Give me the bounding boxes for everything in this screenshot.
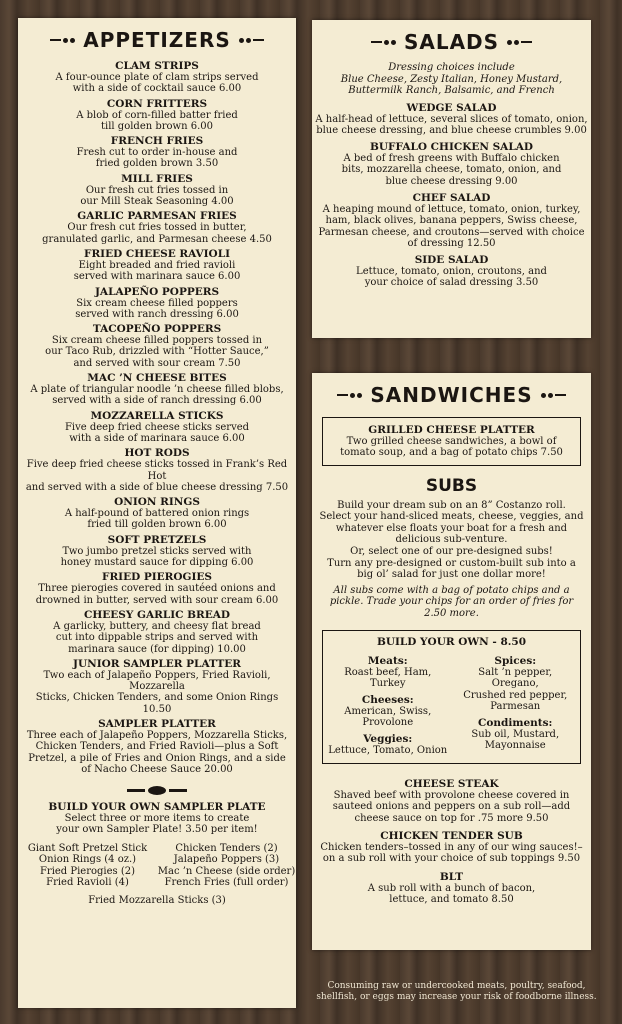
byo-columns — [327, 651, 576, 757]
item-name: SOFT PRETZELS — [107, 533, 207, 546]
item-desc: Six cream cheese filled poppers tossed in our Taco Rub, drizzled with “Hotter Sauce,” and served with sour cream 7.50 — [45, 335, 269, 369]
appetizer-list — [18, 60, 296, 775]
item-name: JUNIOR SAMPLER PLATTER — [72, 657, 241, 670]
item-name: CORN FRITTERS — [106, 97, 208, 110]
item-desc: Chicken tenders–tossed in any of our wing sauces!– on a sub roll with your choice of sub toppings 9.50 — [320, 841, 583, 865]
byo-options: Sub oil, Mustard, Mayonnaise — [471, 728, 560, 752]
sandwiches-header — [312, 383, 591, 407]
sampler-options — [18, 843, 296, 889]
menu-item — [20, 534, 294, 569]
subs-title: SUBS — [425, 475, 478, 496]
item-name: JALAPEÑO POPPERS — [94, 285, 220, 298]
flourish-left — [371, 40, 396, 45]
menu-item — [20, 410, 294, 445]
menu-item — [20, 248, 294, 283]
item-desc: A sub roll with a bunch of bacon, lettuce, and tomato 8.50 — [367, 882, 536, 905]
sampler-desc: Select three or more items to create your own Sampler Plate! 3.50 per item! — [56, 813, 258, 836]
byo-heading: Meats: — [367, 654, 408, 667]
subs-chips-note: All subs come with a bag of potato chips and a pickle. Trade your chips for an order of fries for 2.50 more. — [329, 584, 574, 619]
menu-item — [20, 372, 294, 407]
item-desc: Shaved beef with provolone cheese covered in sauteed onions and peppers on a sub roll—add cheese sauce on top for .75 more 9.50 — [332, 790, 571, 824]
item-desc: Five deep fried cheese sticks served with a side of marinara sauce 6.00 — [64, 421, 250, 444]
item-desc: A bed of fresh greens with Buffalo chicken bits, mozzarella cheese, tomato, onion, and blue cheese dressing 9.00 — [341, 153, 562, 187]
item-name: FRENCH FRIES — [110, 135, 204, 148]
item-desc: Our fresh cut fries tossed in our Mill Steak Seasoning 4.00 — [80, 184, 234, 208]
sampler-option: Onion Rings (4 oz.) — [38, 854, 137, 866]
food-safety-disclaimer: Consuming raw or undercooked meats, poultry, seafood, shellfish, or eggs may increase your risk of foodborne illness. — [316, 981, 597, 1002]
item-name: FRIED CHEESE RAVIOLI — [84, 247, 230, 260]
subs-line: Build your dream sub on an 8” Costanzo roll. — [337, 499, 566, 511]
item-desc: A half-pound of battered onion rings fried till golden brown 6.00 — [64, 508, 250, 531]
item-desc: A blob of corn-filled batter fried till golden brown 6.00 — [76, 109, 238, 132]
menu-item — [20, 571, 294, 606]
menu-item — [314, 192, 589, 249]
byo-options: Salt ’n pepper, Oregano, Crushed red pepper, Parmesan — [463, 666, 568, 713]
item-name: HOT RODS — [124, 447, 190, 460]
appetizers-panel — [18, 18, 296, 1008]
item-desc: A four-ounce plate of clam strips served with a side of cocktail sauce 6.00 — [55, 72, 259, 95]
menu-item — [20, 98, 294, 133]
menu-item — [20, 210, 294, 245]
salads-title: SALADS — [403, 30, 500, 54]
sandwiches-panel — [312, 373, 591, 950]
menu-item — [20, 658, 294, 715]
grilled-cheese-box — [322, 417, 581, 466]
dressing-list: Blue Cheese, Zesty Italian, Honey Mustard, Buttermilk Ranch, Balsamic, and French — [340, 73, 563, 96]
item-desc: A half-head of lettuce, several slices of tomato, onion, blue cheese dressing, and blue cheese crumbles 9.00 — [315, 113, 588, 136]
subs-intro — [318, 500, 585, 581]
item-desc: Three each of Jalapeño Poppers, Mozzarella Sticks, Chicken Tenders, and Fried Ravioli—plus a Soft Pretzel, a pile of Fries and Onion Rings, and a side of Nacho Cheese Sauce 20.00 — [26, 729, 288, 775]
item-name: WEDGE SALAD — [406, 101, 497, 114]
sampler-option: Fried Ravioli (4) — [46, 877, 129, 889]
item-desc: Three pierogies covered in sautéed onions and drowned in butter, served with sour cream 6.00 — [35, 583, 279, 606]
menu-item — [314, 871, 589, 906]
menu-item — [314, 830, 589, 865]
menu-item — [20, 718, 294, 775]
sandwiches-title: SANDWICHES — [370, 383, 533, 407]
item-desc: Fresh cut to order in-house and fried golden brown 3.50 — [76, 147, 238, 170]
sampler-option: Jalapeño Poppers (3) — [173, 854, 280, 866]
item-desc: Two jumbo pretzel sticks served with honey mustard sauce for dipping 6.00 — [60, 545, 254, 569]
item-desc: A heaping mound of lettuce, tomato, onion, turkey, ham, black olives, banana peppers, Swiss cheese, Parmesan cheese, and croutons—served with choice of dressing 12.50 — [318, 203, 585, 249]
menu-item — [20, 447, 294, 493]
item-name: CHEF SALAD — [412, 191, 491, 204]
byo-options: Roast beef, Ham, Turkey — [344, 666, 432, 690]
subs-line: Select your hand-sliced meats, cheese, veggies, and whatever else floats your boat for a fresh and delicious sub-venture. — [319, 511, 584, 546]
sampler-option: French Fries (full order) — [164, 877, 289, 889]
build-your-own-box — [322, 630, 581, 765]
menu-item — [20, 609, 294, 655]
menu-item — [20, 496, 294, 531]
item-desc: Five deep fried cheese sticks tossed in Frank’s Red Hot and served with a side of blue cheese dressing 7.50 — [25, 459, 289, 493]
item-name: CLAM STRIPS — [115, 60, 199, 72]
item-name: SAMPLER PLATTER — [98, 717, 216, 730]
byo-options: American, Swiss, Provolone — [344, 705, 432, 729]
item-name: CHICKEN TENDER SUB — [380, 829, 523, 842]
sampler-option: Giant Soft Pretzel Stick — [27, 842, 148, 854]
item-name: MAC ’N CHEESE BITES — [87, 372, 227, 385]
sampler-option: Mac ’n Cheese (side order) — [157, 865, 296, 877]
subs-line: Or, select one of our pre-designed subs! — [350, 545, 553, 557]
byo-options: Lettuce, Tomato, Onion — [328, 744, 448, 756]
item-name: CHEESE STEAK — [404, 778, 499, 791]
flourish-left — [50, 38, 75, 43]
menu-item — [314, 141, 589, 187]
byo-left-column — [327, 651, 449, 757]
item-desc: Our fresh cut fries tossed in butter, granulated garlic, and Parmesan cheese 4.50 — [42, 222, 272, 245]
menu-item — [20, 60, 294, 95]
ornament-divider — [18, 786, 296, 795]
byo-title: BUILD YOUR OWN - 8.50 — [376, 635, 527, 648]
subs-line: Turn any pre-designed or custom-built sub into a big ol’ salad for just one dollar more! — [327, 557, 576, 581]
byo-heading: Veggies: — [363, 732, 413, 745]
sampler-option: Fried Pierogies (2) — [39, 865, 136, 877]
menu-item — [20, 173, 294, 208]
item-name: MILL FRIES — [121, 172, 193, 185]
item-desc: A garlicky, buttery, and cheesy flat bread cut into dippable strips and served with marinara sauce (for dipping) 10.00 — [53, 620, 261, 655]
item-name: BLT — [439, 870, 464, 883]
appetizers-header — [18, 28, 296, 52]
item-desc: Lettuce, tomato, onion, croutons, and your choice of salad dressing 3.50 — [356, 266, 547, 289]
dressing-choices — [318, 62, 585, 97]
menu-item — [20, 135, 294, 170]
menu-item — [314, 778, 589, 824]
flourish-right — [541, 393, 566, 398]
item-desc: Eight breaded and fried ravioli served with marinara sauce 6.00 — [73, 259, 241, 283]
byo-right-column — [455, 651, 577, 757]
byo-heading: Cheeses: — [361, 693, 414, 706]
flourish-right — [239, 38, 264, 43]
appetizers-title: APPETIZERS — [83, 28, 231, 52]
dressing-label: Dressing choices include — [388, 62, 515, 73]
menu-item — [314, 102, 589, 137]
item-desc: Two grilled cheese sandwiches, a bowl of tomato soup, and a bag of potato chips 7.50 — [340, 436, 563, 459]
item-desc: Two each of Jalapeño Poppers, Fried Ravioli, Mozzarella Sticks, Chicken Tenders, and some Onion Rings 10.50 — [35, 669, 279, 715]
salads-panel — [312, 20, 591, 338]
byo-heading: Spices: — [494, 654, 537, 667]
item-name: GRILLED CHEESE PLATTER — [368, 424, 535, 436]
sampler-plate-section — [20, 801, 294, 836]
salads-header — [312, 30, 591, 54]
menu-item — [20, 286, 294, 321]
sampler-title: BUILD YOUR OWN SAMPLER PLATE — [48, 801, 266, 814]
item-name: FRIED PIEROGIES — [101, 571, 212, 584]
item-name: MOZZARELLA STICKS — [90, 409, 224, 422]
flourish-left — [337, 393, 362, 398]
item-name: GARLIC PARMESAN FRIES — [77, 210, 237, 223]
item-name: ONION RINGS — [114, 496, 200, 509]
item-name: BUFFALO CHICKEN SALAD — [370, 141, 533, 154]
menu-item — [314, 254, 589, 289]
sampler-option: Chicken Tenders (2) — [175, 842, 278, 854]
item-desc: A plate of triangular noodle ’n cheese filled blobs, served with a side of ranch dressing 6.00 — [30, 384, 284, 407]
menu-item — [20, 323, 294, 369]
item-name: CHEESY GARLIC BREAD — [83, 608, 231, 621]
flourish-right — [507, 40, 532, 45]
item-name: TACOPEÑO POPPERS — [92, 323, 222, 336]
sampler-option: Fried Mozzarella Sticks (3) — [88, 894, 226, 906]
item-desc: Six cream cheese filled poppers served with ranch dressing 6.00 — [75, 297, 239, 320]
byo-heading: Condiments: — [478, 716, 553, 729]
item-name: SIDE SALAD — [414, 254, 489, 267]
